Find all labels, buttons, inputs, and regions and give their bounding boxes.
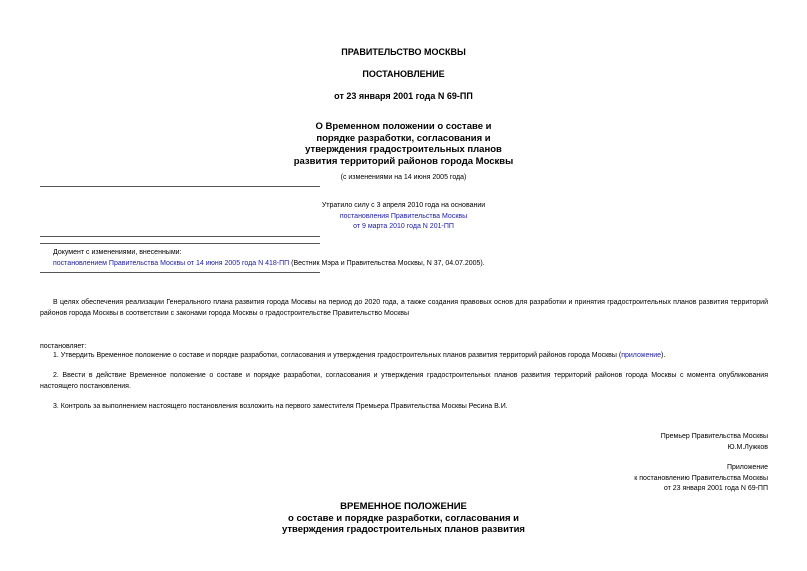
signature-position: Премьер Правительства Москвы xyxy=(660,433,768,440)
decides-label: постановляет: xyxy=(40,343,87,350)
doc-title-line: развития территорий районов города Москвы xyxy=(293,155,514,167)
doc-title-line: утверждения градостроительных планов xyxy=(305,144,502,155)
doc-type: ПОСТАНОВЛЕНИЕ xyxy=(362,69,445,79)
preamble: В целях обеспечения реализации Генерального плана развития города Москвы на период до 2020 года, а также создания правовых основ для разработки и принятия градостроительных планов развития территорий районов города Москвы в соответствии с законами города Москвы о градостроительстве Правительство Москвы xyxy=(40,299,768,317)
divider xyxy=(40,243,320,244)
expired-decree-link[interactable]: постановления Правительства Москвы xyxy=(339,212,468,220)
doc-title xyxy=(0,121,807,167)
signature-name: Ю.М.Лужков xyxy=(727,443,768,451)
doc-title-line: порядке разработки, согласования и xyxy=(316,132,491,144)
divider xyxy=(40,186,320,187)
appendix-link[interactable]: приложение xyxy=(621,352,662,359)
org-name: ПРАВИТЕЛЬСТВО МОСКВЫ xyxy=(341,47,466,57)
appendix-title-line: утверждения градостроительных планов развития xyxy=(282,524,525,535)
doc-date: от 23 января 2001 года N 69-ПП xyxy=(334,91,473,101)
appendix-title xyxy=(0,501,807,536)
doc-title-line: О Временном положении о составе и xyxy=(315,121,492,132)
expired-line: Утратило силу с 3 апреля 2010 года на основании xyxy=(321,202,486,209)
appendix-label: Приложение xyxy=(726,464,768,471)
changes-label: Документ с изменениями, внесенными: xyxy=(53,249,182,256)
amending-decree-link[interactable]: постановлением Правительства Москвы от 14 июня 2005 года N 418-ПП xyxy=(53,260,290,267)
item-2: 2. Ввести в действие Временное положение о составе и порядке разработки, согласования и утверждения градостроительных планов развития территорий районов города Москвы с момента опубликования настоящего постановления. xyxy=(40,372,768,390)
expired-note xyxy=(0,201,807,233)
signature xyxy=(661,432,768,453)
amend-note: (с изменениями на 14 июня 2005 года) xyxy=(340,174,467,181)
divider xyxy=(40,272,320,273)
item-1-end: ). xyxy=(661,352,666,359)
appendix-ref-line: к постановлению Правительства Москвы xyxy=(634,474,768,482)
item-1-text: 1. Утвердить Временное положение о составе и порядке разработки, согласования и утверждения градостроительных планов развития территорий районов города Москвы ( xyxy=(53,352,622,359)
item-3: 3. Контроль за выполнением настоящего постановления возложить на первого заместителя Премьера Правительства Москвы Ресина В.И. xyxy=(53,403,508,410)
divider xyxy=(40,236,320,237)
item-1 xyxy=(40,350,768,361)
changes-line xyxy=(53,259,485,270)
appendix-title-line: о составе и порядке разработки, согласования и xyxy=(288,512,519,524)
expired-decree-link-date[interactable]: от 9 марта 2010 года N 201-ПП xyxy=(353,223,454,230)
appendix-date: от 23 января 2001 года N 69-ПП xyxy=(663,485,768,492)
appendix-ref xyxy=(634,463,768,495)
changes-source: (Вестник Мэра и Правительства Москвы, N 37, 04.07.2005). xyxy=(289,260,485,267)
appendix-title-line: ВРЕМЕННОЕ ПОЛОЖЕНИЕ xyxy=(340,501,467,512)
